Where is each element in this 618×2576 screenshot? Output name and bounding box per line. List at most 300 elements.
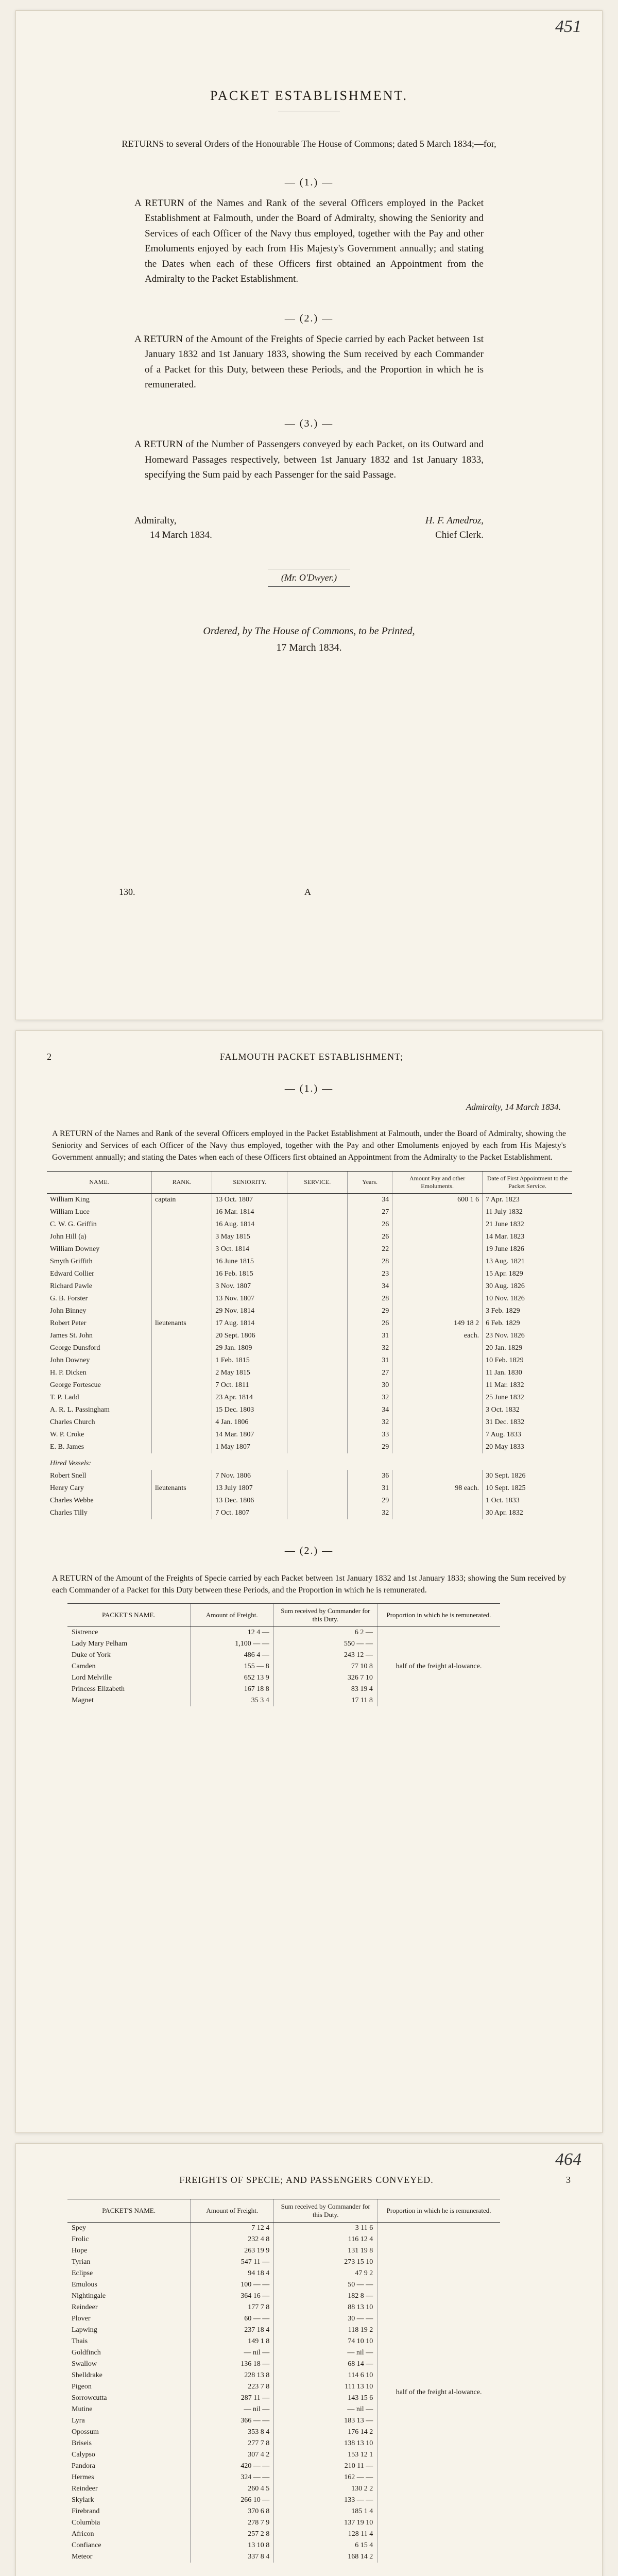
commander-sum: 138 13 10 [274,2438,377,2449]
officer-rank [152,1416,212,1429]
officer-service-blank [287,1379,348,1392]
packet-name: Plover [72,2315,91,2323]
col-years: Years. [348,1171,392,1193]
commander-sum: 17 11 8 [273,1695,377,1706]
officer-seniority: 3 Nov. 1807 [212,1280,287,1293]
officer-name: William Luce [50,1208,90,1216]
table-row [47,1218,572,1231]
packet-name: Columbia [72,2519,100,2527]
officer-seniority: 7 Oct. 1807 [212,1507,287,1519]
freight-amount: 260 4 5 [191,2483,274,2495]
col-seniority: SENIORITY. [212,1171,287,1193]
freight-amount: 228 13 8 [191,2370,274,2381]
freight-amount: 167 18 8 [190,1684,273,1695]
officer-service-blank [287,1429,348,1441]
officer-rank [152,1441,212,1453]
officer-name: William King [50,1195,90,1204]
section-1-mark: — (1.) — [284,177,334,188]
table-row [47,1495,572,1507]
commander-sum: 143 15 6 [274,2393,377,2404]
officer-pay [392,1268,483,1280]
col-freight: Amount of Freight. [191,2199,274,2223]
officer-years: 31 [348,1354,392,1367]
commander-sum: 162 — — [274,2472,377,2483]
table-row [47,1305,572,1317]
officer-rank [152,1218,212,1231]
table-row [47,1206,572,1218]
commander-sum: 153 12 1 [274,2449,377,2461]
officer-name: Henry Cary [50,1484,84,1492]
officer-pay [392,1429,483,1441]
signature-name: H. F. Amedroz, [425,515,484,526]
packet-name: Lyra [72,2417,85,2425]
commander-sum: 185 1 4 [274,2506,377,2517]
section-3-mark: — (3.) — [284,418,334,430]
commander-sum: 550 — — [273,1638,377,1650]
officer-rank [152,1392,212,1404]
officer-first-appointment: 11 Jan. 1830 [483,1367,572,1379]
officer-first-appointment: 1 Oct. 1833 [483,1495,572,1507]
officer-seniority: 1 May 1807 [212,1441,287,1453]
officer-first-appointment: 20 Jan. 1829 [483,1342,572,1354]
returns-line: RETURNS to several Orders of the Honourable The House of Commons; dated 5 March 1834;—for, [122,139,496,149]
officer-years: 31 [348,1330,392,1342]
commander-sum: 68 14 — [274,2359,377,2370]
officer-rank [152,1268,212,1280]
return-2-title: A RETURN of the Amount of the Freights of Specie carried by each Packet between 1st January 1832 and 1st January 1833; showing the Sum received by each Commander of a Packet for this Duty between these Periods, and the Proportion in which he is remunerated. [52,1573,566,1595]
officer-seniority: 20 Sept. 1806 [212,1330,287,1342]
officer-pay [392,1404,483,1416]
officer-rank [152,1470,212,1482]
officer-seniority: 13 Oct. 1807 [212,1193,287,1206]
officer-seniority: 29 Jan. 1809 [212,1342,287,1354]
proportion-note: half of the freight al-lowance. [377,1626,500,1706]
table-row [47,1367,572,1379]
table-row [47,1441,572,1453]
officer-service-blank [287,1495,348,1507]
officer-pay: 600 1 6 [392,1193,483,1206]
packet-name: Reindeer [72,2485,98,2493]
officer-first-appointment: 20 May 1833 [483,1441,572,1453]
packet-name: Princess Elizabeth [72,1685,125,1693]
officer-seniority: 14 Mar. 1807 [212,1429,287,1441]
officer-service-blank [287,1305,348,1317]
commander-sum: 74 10 10 [274,2336,377,2347]
commander-sum: 30 — — [274,2313,377,2325]
officers-table [47,1171,572,1519]
officer-rank: captain [152,1193,212,1206]
running-head [16,2144,602,2185]
officer-seniority: 23 Apr. 1814 [212,1392,287,1404]
col-rank: RANK. [152,1171,212,1193]
officer-first-appointment: 10 Nov. 1826 [483,1293,572,1305]
officer-years: 23 [348,1268,392,1280]
officer-rank [152,1280,212,1293]
officer-rank [152,1507,212,1519]
commander-sum: 77 10 8 [273,1661,377,1672]
commander-sum: 133 — — [274,2495,377,2506]
table-row [47,1354,572,1367]
officer-years: 28 [348,1293,392,1305]
packet-name: Shelldrake [72,2371,102,2379]
signature-block [134,514,484,543]
packet-name: Pandora [72,2462,95,2470]
officer-service-blank [287,1243,348,1256]
officer-pay: 149 18 2 [392,1317,483,1330]
officer-first-appointment: 23 Nov. 1826 [483,1330,572,1342]
officer-pay [392,1416,483,1429]
officer-service-blank [287,1482,348,1495]
officer-rank: lieutenants [152,1317,212,1330]
table-row [47,1379,572,1392]
table-row [47,1342,572,1354]
col-proportion: Proportion in which he is remunerated. [377,1603,500,1626]
officer-first-appointment: 11 Mar. 1832 [483,1379,572,1392]
officer-rank [152,1293,212,1305]
table-row [47,1470,572,1482]
packet-name: Mutine [72,2405,93,2413]
officer-name: A. R. L. Passingham [50,1405,110,1414]
freight-amount: 370 6 8 [191,2506,274,2517]
officer-seniority: 16 Mar. 1814 [212,1206,287,1218]
commander-sum: 182 8 — [274,2291,377,2302]
packet-name: Meteor [72,2553,93,2561]
packet-name: Sistrence [72,1628,98,1636]
officer-rank [152,1206,212,1218]
officer-years: 27 [348,1367,392,1379]
officer-service-blank [287,1441,348,1453]
freight-amount: 652 13 9 [190,1672,273,1684]
section-2-mark: — (2.) — [284,1545,334,1556]
commander-sum: 273 15 10 [274,2257,377,2268]
officer-pay [392,1206,483,1218]
officer-service-blank [287,1317,348,1330]
officer-first-appointment: 30 Apr. 1832 [483,1507,572,1519]
freight-amount: 223 7 8 [191,2381,274,2393]
member-name: (Mr. O'Dwyer.) [268,569,350,587]
packet-name: Spey [72,2224,86,2232]
section-2-mark: — (2.) — [284,312,334,324]
col-packet: PACKET'S NAME. [67,2199,191,2223]
officer-name: John Binney [50,1307,87,1315]
commander-sum: 326 7 10 [273,1672,377,1684]
running-head [16,1031,602,1062]
officer-name: C. W. G. Griffin [50,1220,97,1228]
officer-rank [152,1305,212,1317]
packet-name: Emulous [72,2281,97,2289]
packet-name: Sorrowcutta [72,2394,107,2402]
freight-amount: 177 7 8 [191,2302,274,2313]
packet-name: Lord Melville [72,1673,112,1682]
col-sum: Sum received by Commander for this Duty. [274,2199,377,2223]
commander-sum: 47 9 2 [274,2268,377,2279]
officer-service-blank [287,1404,348,1416]
packet-name: Lady Mary Pelham [72,1639,128,1648]
table-row [47,1482,572,1495]
officer-name: T. P. Ladd [50,1393,79,1401]
officer-pay [392,1379,483,1392]
packet-name: Swallow [72,2360,97,2368]
officer-first-appointment: 6 Feb. 1829 [483,1317,572,1330]
officer-rank [152,1243,212,1256]
officer-service-blank [287,1268,348,1280]
page-three [15,2143,603,2576]
officer-name: John Downey [50,1356,90,1364]
packet-name: Nightingale [72,2292,106,2300]
officer-years: 26 [348,1218,392,1231]
officer-years: 26 [348,1231,392,1243]
officer-first-appointment: 7 Aug. 1833 [483,1429,572,1441]
officer-first-appointment: 15 Apr. 1829 [483,1268,572,1280]
running-title: FALMOUTH PACKET ESTABLISHMENT; [219,1052,404,1062]
officer-service-blank [287,1354,348,1367]
officer-years: 27 [348,1206,392,1218]
officer-name: W. P. Croke [50,1430,84,1438]
freight-amount: 366 — — [191,2415,274,2427]
signature-place: Admiralty, [134,515,177,526]
officer-service-blank [287,1392,348,1404]
freight-amount: 232 4 8 [191,2234,274,2245]
freight-amount: 547 11 — [191,2257,274,2268]
officer-pay [392,1293,483,1305]
officer-name: James St. John [50,1331,93,1340]
table-row [47,1268,572,1280]
signature-mark: A [304,887,311,897]
proportion-note: half of the freight al-lowance. [377,2223,500,2563]
table-row [47,1392,572,1404]
return-1-title: A RETURN of the Names and Rank of the several Officers employed in the Packet Establishment at Falmouth, under the Board of Admiralty, showing the Seniority and Services of each Officer of the Navy thus employed, together with the Pay and other Emoluments enjoyed by each from His Majesty's Government annually; and stating the Dates when each of these Officers first obtained an Appointment from the Admiralty to the Packet Establishment. [52,1129,566,1162]
table-row [47,1243,572,1256]
officer-first-appointment: 19 June 1826 [483,1243,572,1256]
folio-number: 464 [555,2150,581,2169]
officer-service-blank [287,1256,348,1268]
officer-first-appointment: 25 June 1832 [483,1392,572,1404]
page-two [15,1030,603,2133]
commander-sum: 50 — — [274,2279,377,2291]
freight-amount: 12 4 — [190,1626,273,1638]
col-sum: Sum received by Commander for this Duty. [273,1603,377,1626]
officer-rank: lieutenants [152,1482,212,1495]
freight-amount: 287 11 — [191,2393,274,2404]
officer-pay [392,1392,483,1404]
officer-years: 34 [348,1193,392,1206]
officer-rank [152,1231,212,1243]
commander-sum: 6 15 4 [274,2540,377,2551]
officer-seniority: 17 Aug. 1814 [212,1317,287,1330]
packet-name: Firebrand [72,2507,100,2515]
officer-pay [392,1280,483,1293]
ordered-date: 17 March 1834. [276,641,342,653]
officer-seniority: 3 May 1815 [212,1231,287,1243]
title-page [15,10,603,1020]
officer-years: 29 [348,1305,392,1317]
return-3-description: A RETURN of the Number of Passengers conveyed by each Packet, on its Outward and Homeward Passages respectively, between 1st January 1832 and 1st January 1833, specifying the Sum paid by each Passenger for the said Passage. [134,439,484,481]
officer-service-blank [287,1342,348,1354]
freight-table-1 [67,1603,500,1706]
officer-first-appointment: 3 Feb. 1829 [483,1305,572,1317]
officer-years: 36 [348,1470,392,1482]
freight-amount: 100 — — [191,2279,274,2291]
document-title: PACKET ESTABLISHMENT. [210,88,408,103]
officer-rank [152,1495,212,1507]
officer-pay [392,1305,483,1317]
freight-amount: 60 — — [191,2313,274,2325]
freight-amount: 266 10 — [191,2495,274,2506]
officer-service-blank [287,1231,348,1243]
officer-pay [392,1243,483,1256]
table-row [47,1317,572,1330]
packet-name: Tyrian [72,2258,91,2266]
packet-name: Frolic [72,2235,89,2243]
commander-sum: 168 14 2 [274,2551,377,2563]
freight-amount: 136 18 — [191,2359,274,2370]
packet-name: Calypso [72,2451,95,2459]
officer-first-appointment: 30 Sept. 1826 [483,1470,572,1482]
officer-years: 32 [348,1416,392,1429]
officer-rank [152,1342,212,1354]
officer-name: E. B. James [50,1443,84,1451]
officer-first-appointment: 30 Aug. 1826 [483,1280,572,1293]
ordered-text: Ordered, by The House of Commons, to be Printed, [203,625,415,637]
commander-sum: 111 13 10 [274,2381,377,2393]
freight-amount: 1,100 — — [190,1638,273,1650]
officer-name: George Dunsford [50,1344,100,1352]
freight-amount: 7 12 4 [191,2223,274,2234]
commander-sum: — nil — [274,2347,377,2359]
officer-rank [152,1367,212,1379]
officer-years: 34 [348,1404,392,1416]
officer-rank [152,1379,212,1392]
freight-amount: 35 3 4 [190,1695,273,1706]
table-row [47,1507,572,1519]
officer-years: 32 [348,1392,392,1404]
freight-amount: 307 4 2 [191,2449,274,2461]
return-dateline: Admiralty, 14 March 1834. [466,1102,561,1112]
freight-amount: 353 8 4 [191,2427,274,2438]
officer-service-blank [287,1193,348,1206]
officer-service-blank [287,1280,348,1293]
table-row [67,1626,500,1638]
officer-seniority: 13 Dec. 1806 [212,1495,287,1507]
col-pay: Amount Pay and other Emoluments. [392,1171,483,1193]
officer-pay: each. [392,1330,483,1342]
packet-name: Hermes [72,2473,94,2481]
col-service: SERVICE. [287,1171,348,1193]
commander-sum: 118 19 2 [274,2325,377,2336]
commander-sum: 137 19 10 [274,2517,377,2529]
freight-amount: 324 — — [191,2472,274,2483]
officer-seniority: 3 Oct. 1814 [212,1243,287,1256]
page-number: 3 [565,2175,571,2185]
commander-sum: 210 11 — [274,2461,377,2472]
officer-years: 31 [348,1482,392,1495]
hired-vessels-label: Hired Vessels: [50,1459,91,1467]
freight-amount: 278 7 9 [191,2517,274,2529]
packet-name: Lapwing [72,2326,97,2334]
printing-order [16,623,602,656]
freight-amount: 155 — 8 [190,1661,273,1672]
return-1-description: A RETURN of the Names and Rank of the several Officers employed in the Packet Establishment at Falmouth, under the Board of Admiralty, showing the Seniority and Services of each Officer of the Navy thus employed, together with the Pay and other Emoluments enjoyed by each from His Majesty's Government annually; and stating the Dates when each of these Officers first obtained an Appointment from the Admiralty to the Packet Establishment. [134,198,484,285]
officer-name: G. B. Forster [50,1294,88,1302]
commander-sum: 83 19 4 [273,1684,377,1695]
packet-name: Reindeer [72,2303,98,2311]
officer-pay [392,1495,483,1507]
table-row [47,1416,572,1429]
freight-amount: 364 16 — [191,2291,274,2302]
packet-name: Confiance [72,2541,101,2549]
officer-seniority: 16 Aug. 1814 [212,1218,287,1231]
freight-amount: 94 18 4 [191,2268,274,2279]
col-freight: Amount of Freight. [190,1603,273,1626]
table-row [47,1280,572,1293]
officer-years: 32 [348,1342,392,1354]
officer-years: 34 [348,1280,392,1293]
officer-rank [152,1354,212,1367]
table-row [47,1293,572,1305]
officer-pay [392,1367,483,1379]
officer-service-blank [287,1218,348,1231]
freight-amount: — nil — [191,2347,274,2359]
officer-seniority: 13 Nov. 1807 [212,1293,287,1305]
packet-name: Briseis [72,2439,92,2447]
table-row [47,1193,572,1206]
officer-rank [152,1429,212,1441]
officer-name: John Hill (a) [50,1232,87,1241]
officer-first-appointment: 21 June 1832 [483,1218,572,1231]
officer-rank [152,1404,212,1416]
table-row [47,1453,572,1470]
packet-name: Eclipse [72,2269,93,2277]
commander-sum: 88 13 10 [274,2302,377,2313]
packet-name: Opossum [72,2428,99,2436]
officer-first-appointment: 14 Mar. 1823 [483,1231,572,1243]
officer-rank [152,1330,212,1342]
packet-name: Africon [72,2530,94,2538]
officer-seniority: 16 Feb. 1815 [212,1268,287,1280]
col-proportion: Proportion in which he is remunerated. [377,2199,500,2223]
officer-rank [152,1256,212,1268]
packet-name: Duke of York [72,1651,111,1659]
commander-sum: 3 11 6 [274,2223,377,2234]
folio-number: 451 [555,17,581,36]
officer-years: 22 [348,1243,392,1256]
officer-years: 28 [348,1256,392,1268]
freight-amount: 263 19 9 [191,2245,274,2257]
officer-first-appointment: 3 Oct. 1832 [483,1404,572,1416]
signature-date: 14 March 1834. [150,530,212,541]
return-2-description: A RETURN of the Amount of the Freights of Specie carried by each Packet between 1st January 1832 and 1st January 1833, showing the Sum received by each Commander of a Packet for this Duty, between these Periods, and the Proportion in which he is remunerated. [134,333,484,390]
packet-name: Hope [72,2247,88,2255]
table-row [47,1404,572,1416]
packet-name: Magnet [72,1696,94,1704]
table-row [47,1256,572,1268]
commander-sum: 6 2 — [273,1626,377,1638]
officer-pay [392,1441,483,1453]
officer-first-appointment: 10 Feb. 1829 [483,1354,572,1367]
officer-years: 29 [348,1495,392,1507]
freight-amount: 13 10 8 [191,2540,274,2551]
officer-seniority: 13 July 1807 [212,1482,287,1495]
commander-sum: 130 2 2 [274,2483,377,2495]
packet-name: Goldfinch [72,2349,101,2357]
section-1-mark: — (1.) — [284,1083,334,1094]
officer-name: Richard Pawle [50,1282,93,1290]
officer-seniority: 7 Oct. 1811 [212,1379,287,1392]
officer-pay [392,1470,483,1482]
col-packet: PACKET'S NAME. [67,1603,190,1626]
running-title: FREIGHTS OF SPECIE; AND PASSENGERS CONVEYED. [179,2175,434,2185]
col-name: NAME. [47,1171,152,1193]
